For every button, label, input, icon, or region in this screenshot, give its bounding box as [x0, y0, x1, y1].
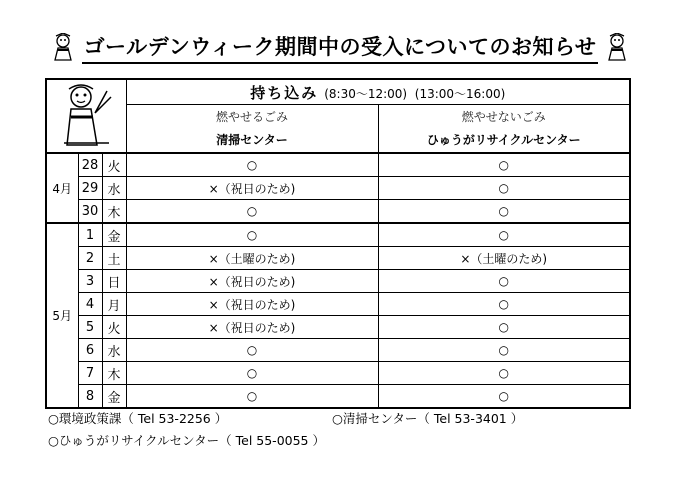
nonburnable-status: ○: [378, 316, 630, 339]
schedule-table: [45, 78, 631, 409]
burnable-status: ×（祝日のため): [126, 177, 378, 200]
table-row: [46, 385, 630, 409]
nonburnable-status: ○: [378, 293, 630, 316]
day-number: 1: [78, 223, 102, 247]
weekday: 木: [102, 362, 126, 385]
month-label: 4月: [46, 153, 78, 223]
col2-type: 燃やせないごみ: [378, 105, 630, 128]
table-row: [46, 339, 630, 362]
burnable-status: ○: [126, 200, 378, 224]
hours-afternoon: (13:00～16:00): [414, 86, 506, 101]
table-row: [46, 177, 630, 200]
weekday: 火: [102, 153, 126, 177]
weekday: 木: [102, 200, 126, 224]
col1-facility: 清掃センター: [126, 127, 378, 153]
title-bar: [0, 30, 680, 64]
burnable-status: ○: [126, 339, 378, 362]
contact-line-1: [48, 409, 523, 427]
header-main: [126, 79, 630, 105]
month-label: 5月: [46, 223, 78, 408]
day-number: 28: [78, 153, 102, 177]
weekday: 金: [102, 385, 126, 409]
table-row: [46, 362, 630, 385]
mascot-cell: [46, 79, 126, 153]
burnable-status: ×（祝日のため): [126, 293, 378, 316]
table-row: [46, 316, 630, 339]
col1-type: 燃やせるごみ: [126, 105, 378, 128]
table-row: [46, 200, 630, 224]
weekday: 火: [102, 316, 126, 339]
weekday: 日: [102, 270, 126, 293]
day-number: 2: [78, 247, 102, 270]
weekday: 土: [102, 247, 126, 270]
table-row: [46, 247, 630, 270]
contact-cleaning: ○清掃センター（ Tel 53-3401 ）: [332, 411, 524, 426]
nonburnable-status: ○: [378, 223, 630, 247]
weekday: 金: [102, 223, 126, 247]
table-row: [46, 293, 630, 316]
contact-line-2: [48, 431, 325, 449]
day-number: 7: [78, 362, 102, 385]
nonburnable-status: ×（土曜のため): [378, 247, 630, 270]
burnable-status: ○: [126, 223, 378, 247]
burnable-status: ○: [126, 385, 378, 409]
nonburnable-status: ○: [378, 339, 630, 362]
table-row: [46, 270, 630, 293]
nonburnable-status: ○: [378, 362, 630, 385]
contact-env: ○環境政策課（ Tel 53-2256 ）: [48, 411, 228, 426]
day-number: 4: [78, 293, 102, 316]
contact-recycle: ○ひゅうがリサイクルセンター（ Tel 55-0055 ）: [48, 433, 325, 448]
mascot-icon: [606, 33, 628, 61]
mascot-icon: [59, 83, 113, 147]
nonburnable-status: ○: [378, 270, 630, 293]
day-number: 8: [78, 385, 102, 409]
burnable-status: ○: [126, 362, 378, 385]
day-number: 30: [78, 200, 102, 224]
nonburnable-status: ○: [378, 200, 630, 224]
day-number: 6: [78, 339, 102, 362]
table-row: [46, 153, 630, 177]
mascot-icon: [52, 33, 74, 61]
weekday: 水: [102, 339, 126, 362]
table-row: [46, 223, 630, 247]
day-number: 5: [78, 316, 102, 339]
hours-morning: (8:30～12:00): [324, 86, 408, 101]
nonburnable-status: ○: [378, 385, 630, 409]
weekday: 水: [102, 177, 126, 200]
nonburnable-status: ○: [378, 153, 630, 177]
burnable-status: ○: [126, 153, 378, 177]
page-title: ゴールデンウィーク期間中の受入についてのお知らせ: [82, 31, 599, 64]
nonburnable-status: ○: [378, 177, 630, 200]
col2-facility: ひゅうがリサイクルセンター: [378, 127, 630, 153]
day-number: 29: [78, 177, 102, 200]
burnable-status: ×（祝日のため): [126, 316, 378, 339]
day-number: 3: [78, 270, 102, 293]
weekday: 月: [102, 293, 126, 316]
burnable-status: ×（土曜のため): [126, 247, 378, 270]
header-label: 持ち込み: [250, 83, 319, 102]
burnable-status: ×（祝日のため): [126, 270, 378, 293]
